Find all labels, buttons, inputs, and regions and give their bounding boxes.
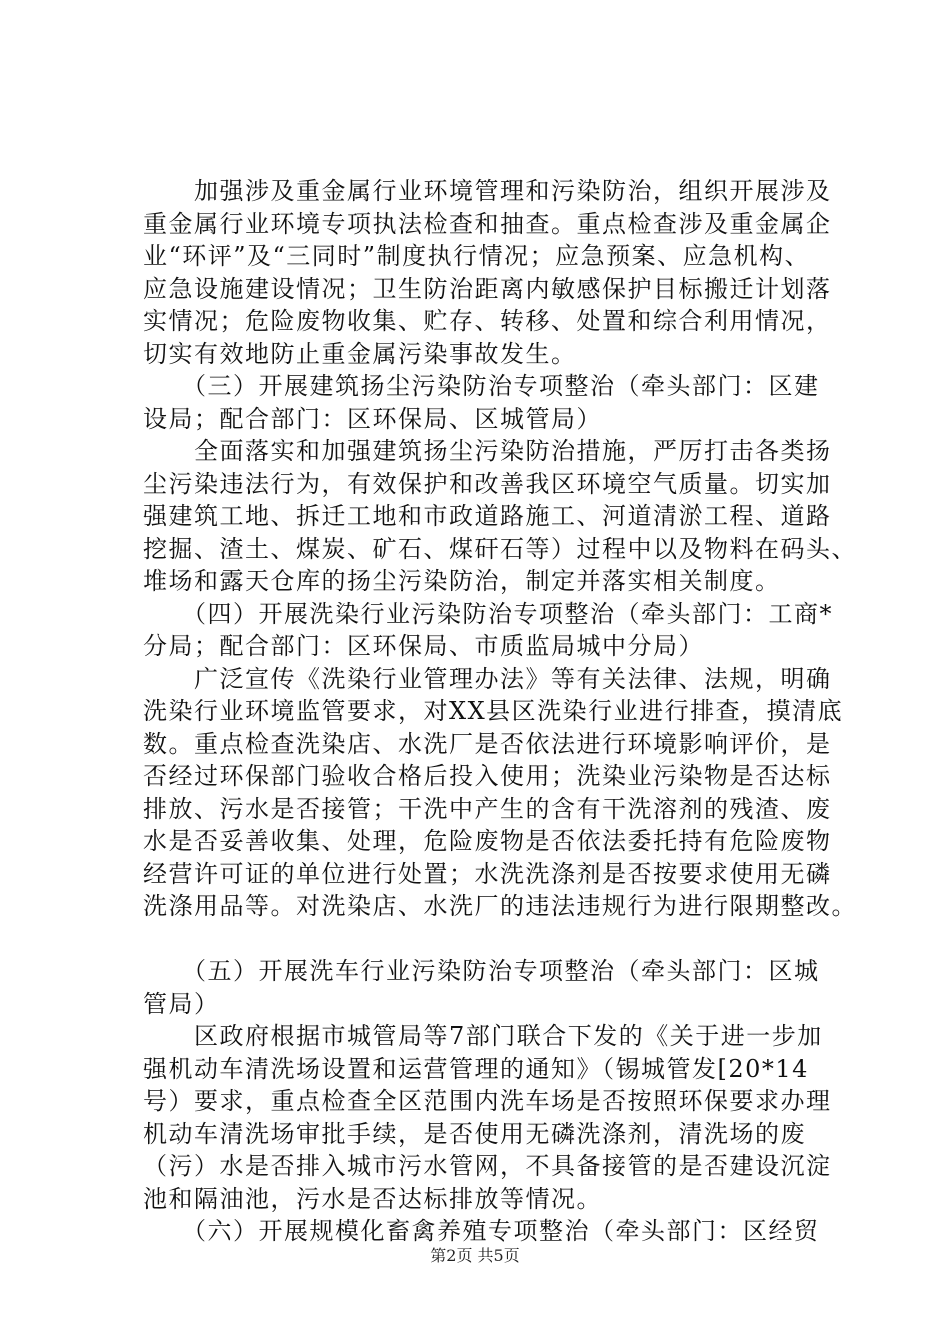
text-line: 尘污染违法行为，有效保护和改善我区环境空气质量。切实加 [143,469,832,498]
section-heading: 分局；配合部门：区环保局、市质监局城中分局） [143,632,704,660]
text-line: 排放、污水是否接管；干洗中产生的含有干洗溶剂的残渣、废 [143,794,832,823]
blank-line [143,923,843,956]
text-line: 全面落实和加强建筑扬尘污染防治措施，严厉打击各类扬 [143,437,832,465]
section-heading: （四）开展洗染行业污染防治专项整治（牵头部门：工商* [143,599,833,628]
text-line: 号）要求，重点检查全区范围内洗车场是否按照环保要求办理 [143,1087,832,1115]
text-line: 机动车清洗场审批手续，是否使用无磷洗涤剂，清洗场的废 [143,1119,806,1148]
text-line: 广泛宣传《洗染行业管理办法》等有关法律、法规，明确 [143,664,832,693]
page-number: 第2页 共5页 [430,1246,520,1265]
text-line: 加强涉及重金属行业环境管理和污染防治，组织开展涉及 [143,177,832,205]
text-line: 切实有效地防止重金属污染事故发生。 [143,339,577,368]
text-line: 区政府根据市城管局等7部门联合下发的《关于进一步加 [143,1022,823,1050]
section-heading: 设局；配合部门：区环保局、区城管局） [143,404,602,433]
text-line: 数。重点检查洗染店、水洗厂是否依法进行环境影响评价，是 [143,729,832,758]
text-line: 应急设施建设情况；卫生防治距离内敏感保护目标搬迁计划落 [143,274,832,303]
section-heading: （六）开展规模化畜禽养殖专项整治（牵头部门：区经贸 [143,1217,820,1245]
text-line: 经营许可证的单位进行处置；水洗洗涤剂是否按要求使用无磷 [143,859,832,888]
text-line: 重金属行业环境专项执法检查和抽查。重点检查涉及重金属企 [143,209,832,238]
text-line: 池和隔油池，污水是否达标排放等情况。 [143,1184,602,1213]
text-line: 强机动车清洗场设置和运营管理的通知》（锡城管发[20*14 [143,1054,809,1083]
text-line: 挖掘、渣土、煤炭、矿石、煤矸石等）过程中以及物料在码头、 [143,534,857,563]
section-heading: （五）开展洗车行业污染防治专项整治（牵头部门：区城 [143,957,820,985]
document-body [143,175,857,1248]
text-line: 水是否妥善收集、处理，危险废物是否依法委托持有危险废物 [143,827,832,855]
text-line: 业“环评”及“三同时”制度执行情况；应急预案、应急机构、 [143,242,811,270]
text-line: （污）水是否排入城市污水管网，不具备接管的是否建设沉淀 [143,1152,832,1180]
text-line: 洗染行业环境监管要求，对XX县区洗染行业进行排查，摸清底 [143,697,844,725]
text-line: 强建筑工地、拆迁工地和市政道路施工、河道清淤工程、道路 [143,502,832,530]
text-line: 否经过环保部门验收合格后投入使用；洗染业污染物是否达标 [143,762,832,790]
section-heading: 管局） [143,989,220,1018]
text-line: 洗涤用品等。对洗染店、水洗厂的违法违规行为进行限期整改。 [143,892,857,920]
section-heading: （三）开展建筑扬尘污染防治专项整治（牵头部门：区建 [143,372,820,400]
text-line: 堆场和露天仓库的扬尘污染防治，制定并落实相关制度。 [143,567,781,595]
text-line: 实情况；危险废物收集、贮存、转移、处置和综合利用情况， [143,307,832,335]
